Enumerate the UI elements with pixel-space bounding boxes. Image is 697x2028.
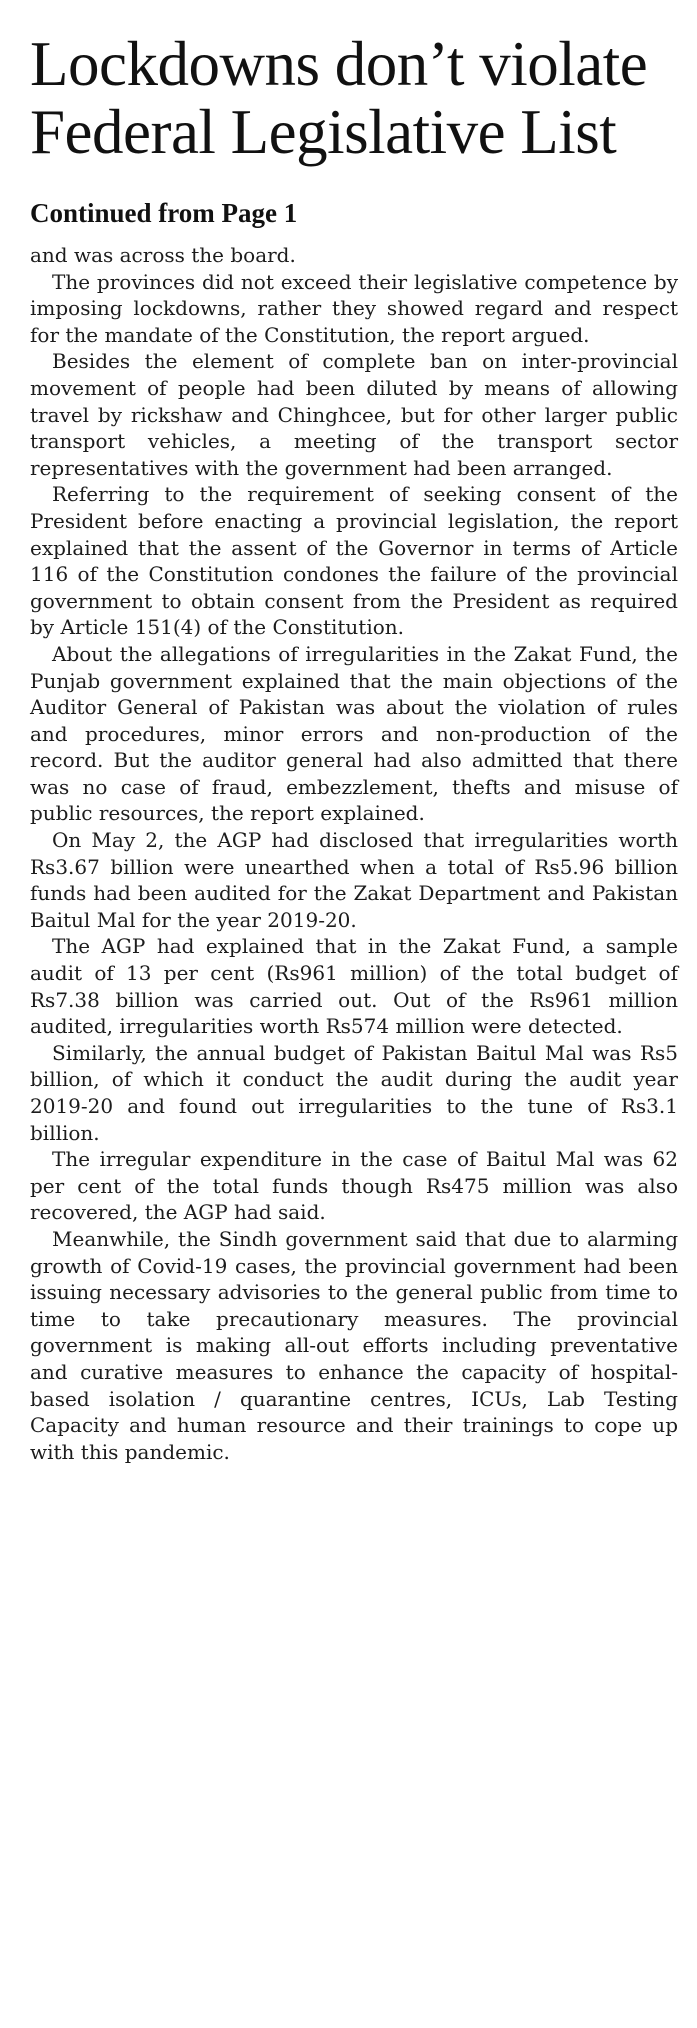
paragraph: The irregular expenditure in the case of Baitul Mal was 62 per cent of the total funds though Rs475 million was also recovered, the AGP had said. <box>30 1147 678 1225</box>
paragraph: Similarly, the annual budget of Pakistan Baitul Mal was Rs5 billion, of which it conduct the audit during the audit year 2019-20 and found out irregularities to the tune of Rs3.1 billion. <box>30 1040 678 1145</box>
paragraph: The provinces did not exceed their legislative competence by imposing lockdowns, rather they showed regard and respect for the mandate of the Constitution, the report argued. <box>30 269 678 347</box>
paragraph: About the allegations of irregularities in the Zakat Fund, the Punjab government explained that the main objections of the Auditor General of Pakistan was about the violation of rules and procedures, minor errors and non-production of the record. But the auditor general had also admitted that there was no case of fraud, embezzlement, thefts and misuse of public resources, the report explained. <box>30 641 678 826</box>
paragraph: The AGP had explained that in the Zakat Fund, a sample audit of 13 per cent (Rs961 million) of the total budget of Rs7.38 billion was carried out. Out of the Rs961 million audited, irregularities worth Rs574 million were detected. <box>30 934 678 1039</box>
headline-line-1: Lockdowns don’t violate <box>30 29 648 99</box>
continued-from-label: Continued from Page 1 <box>30 198 298 228</box>
headline <box>30 30 678 166</box>
paragraph: Meanwhile, the Sindh government said that due to alarming growth of Covid-19 cases, the provincial government had been issuing necessary advisories to the general public from time to time to take precautionary measures. The provincial government is making all-out efforts including preventative and curative measures to enhance the capacity of hospital-based isolation / quarantine centres, ICUs, Lab Testing Capacity and human resource and their trainings to cope up with this pandemic. <box>30 1226 678 1464</box>
headline-line-2: Federal Legislative List <box>30 97 617 167</box>
article-body <box>30 242 678 1465</box>
article <box>30 0 678 1465</box>
paragraph: Referring to the requirement of seeking consent of the President before enacting a provincial legislation, the report explained that the assent of the Governor in terms of Article 116 of the Constitution condones the failure of the provincial government to obtain consent from the President as required by Article 151(4) of the Constitution. <box>30 482 678 640</box>
paragraph: On May 2, the AGP had disclosed that irregularities worth Rs3.67 billion were unearthed when a total of Rs5.96 billion funds had been audited for the Zakat Department and Pakistan Baitul Mal for the year 2019-20. <box>30 828 678 932</box>
paragraph: Besides the element of complete ban on inter-provincial movement of people had been diluted by means of allowing travel by rickshaw and Chinghcee, but for other larger public transport vehicles, a meeting of the transport sector representatives with the government had been arranged. <box>30 349 678 480</box>
paragraph: and was across the board. <box>30 243 296 267</box>
